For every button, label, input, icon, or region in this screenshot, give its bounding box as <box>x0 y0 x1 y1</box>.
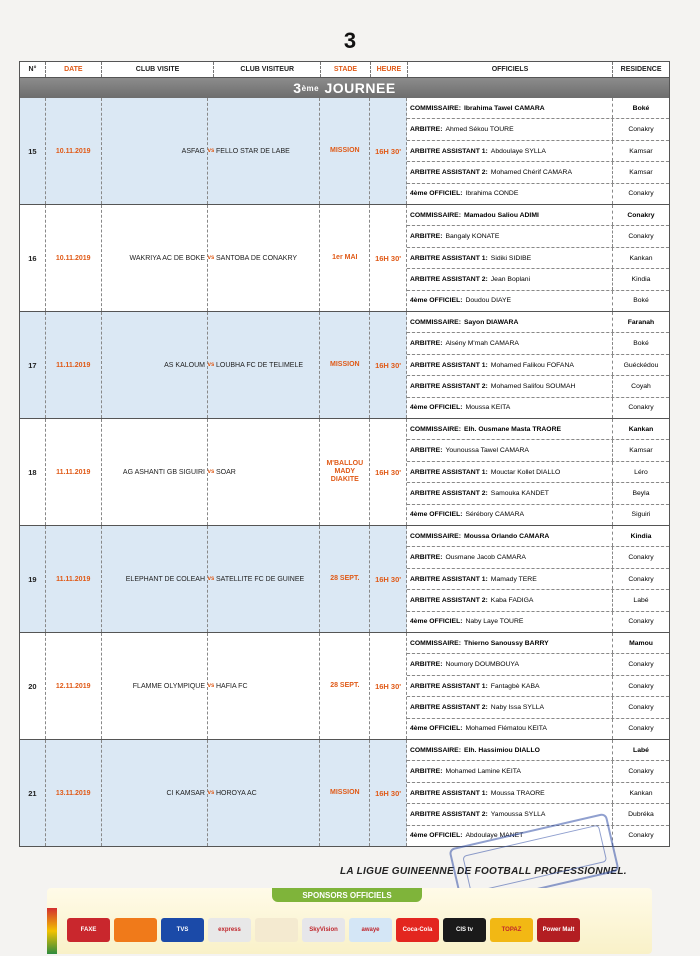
official-role: COMMISSAIRE: <box>409 318 461 326</box>
official-role: ARBITRE ASSISTANT 2: <box>409 382 488 390</box>
official-name: Sérébory CAMARA <box>465 511 525 519</box>
stadium: MISSION <box>320 312 370 418</box>
official-role: ARBITRE ASSISTANT 2: <box>409 489 488 497</box>
stadium: 1er MAI <box>320 205 370 311</box>
official-role-name <box>407 141 613 161</box>
official-role: ARBITRE ASSISTANT 1: <box>409 789 488 797</box>
stadium: M'BALLOU MADY DIAKITE <box>320 419 370 525</box>
sponsor-logo: Coca-Cola <box>396 918 439 942</box>
official-row <box>407 184 669 204</box>
home-club: FLAMME OLYMPIQUE <box>102 633 208 739</box>
official-row <box>407 205 669 226</box>
kickoff-time: 16H 30' <box>370 312 407 418</box>
official-row <box>407 162 669 183</box>
official-role-name <box>407 355 613 375</box>
official-residence: Léro <box>613 462 669 482</box>
match-number: 18 <box>20 419 46 525</box>
match-number: 15 <box>20 98 46 204</box>
official-residence: Conakry <box>613 226 669 246</box>
sponsor-logo: Power Malt <box>537 918 580 942</box>
official-residence: Kankan <box>613 783 669 803</box>
official-role-name <box>407 654 613 674</box>
official-name: Mohamed Lamine KEITA <box>445 768 521 776</box>
official-role: COMMISSAIRE: <box>409 746 461 754</box>
official-row <box>407 654 669 675</box>
sponsor-logo: awaye <box>349 918 392 942</box>
official-residence: Conakry <box>613 676 669 696</box>
match-row <box>19 526 670 633</box>
vs-label: vs <box>208 98 214 204</box>
header-officiels: OFFICIELS <box>408 62 613 77</box>
match-row <box>19 419 670 526</box>
officials-list <box>407 633 669 739</box>
official-role: ARBITRE: <box>409 340 443 348</box>
official-role: 4ème OFFICIEL: <box>409 404 463 412</box>
official-role-name <box>407 783 613 803</box>
official-role: ARBITRE: <box>409 661 443 669</box>
vs-label: vs <box>208 312 214 418</box>
sponsor-logo <box>114 918 157 942</box>
table-header <box>19 61 670 78</box>
official-residence: Guéckédou <box>613 355 669 375</box>
match-row <box>19 205 670 312</box>
kickoff-time: 16H 30' <box>370 98 407 204</box>
home-club: ASFAG <box>102 98 208 204</box>
official-name: Mohamed Falikou FOFANA <box>490 361 574 369</box>
official-name: Jean Boplani <box>490 275 531 283</box>
official-role: ARBITRE: <box>409 768 443 776</box>
official-role: 4ème OFFICIEL: <box>409 297 463 305</box>
official-role: ARBITRE ASSISTANT 1: <box>409 361 488 369</box>
away-club: FELLO STAR DE LABE <box>214 98 320 204</box>
official-role: ARBITRE ASSISTANT 1: <box>409 575 488 583</box>
vs-label: vs <box>208 633 214 739</box>
vs-label: vs <box>208 205 214 311</box>
official-name: Kaba FADIGA <box>490 596 534 604</box>
sponsor-logo <box>255 918 298 942</box>
official-row <box>407 376 669 397</box>
sponsor-logo: express <box>208 918 251 942</box>
official-row <box>407 547 669 568</box>
official-row <box>407 569 669 590</box>
official-role-name <box>407 119 613 139</box>
official-role-name <box>407 184 613 204</box>
kickoff-time: 16H 30' <box>370 740 407 846</box>
kickoff-time: 16H 30' <box>370 419 407 525</box>
official-name: Moussa KEITA <box>465 404 511 412</box>
match-date: 11.11.2019 <box>46 526 102 632</box>
official-role: COMMISSAIRE: <box>409 532 461 540</box>
official-row <box>407 483 669 504</box>
official-name: Mohamed Salifou SOUMAH <box>490 382 576 390</box>
header-no: N° <box>20 62 46 77</box>
official-role: COMMISSAIRE: <box>409 211 461 219</box>
official-row <box>407 226 669 247</box>
official-row <box>407 633 669 654</box>
official-role-name <box>407 226 613 246</box>
official-residence: Coyah <box>613 376 669 396</box>
league-footer: LA LIGUE GUINEENNE DE FOOTBALL PROFESSIONNEL. <box>340 866 627 877</box>
official-role-name <box>407 162 613 182</box>
match-row <box>19 98 670 205</box>
journee-sup: ème <box>301 83 320 93</box>
page-number: 3 <box>343 28 357 53</box>
official-role-name <box>407 569 613 589</box>
official-role-name <box>407 398 613 418</box>
match-date: 11.11.2019 <box>46 419 102 525</box>
official-role: ARBITRE ASSISTANT 1: <box>409 147 488 155</box>
journee-number: 3 <box>293 80 302 96</box>
kickoff-time: 16H 30' <box>370 526 407 632</box>
officials-list <box>407 419 669 525</box>
official-row <box>407 419 669 440</box>
sponsor-logo: TOPAZ <box>490 918 533 942</box>
official-role-name <box>407 740 613 760</box>
official-residence: Conakry <box>613 119 669 139</box>
match-date: 11.11.2019 <box>46 312 102 418</box>
official-role-name <box>407 483 613 503</box>
match-date: 10.11.2019 <box>46 205 102 311</box>
official-residence: Conakry <box>613 184 669 204</box>
officials-list <box>407 526 669 632</box>
official-name: Bangaly KONATE <box>445 233 500 241</box>
official-row <box>407 740 669 761</box>
official-role-name <box>407 462 613 482</box>
official-role: COMMISSAIRE: <box>409 104 461 112</box>
official-name: Mamadou Saliou ADIMI <box>463 211 539 219</box>
away-club: HOROYA AC <box>214 740 320 846</box>
official-residence: Siguiri <box>613 505 669 525</box>
official-name: Mohamed Chérif CAMARA <box>490 168 572 176</box>
match-date: 10.11.2019 <box>46 98 102 204</box>
match-number: 20 <box>20 633 46 739</box>
home-club: CI KAMSAR <box>102 740 208 846</box>
official-role: 4ème OFFICIEL: <box>409 832 463 840</box>
official-row <box>407 783 669 804</box>
official-row <box>407 355 669 376</box>
official-name: Ibrahima Tawel CAMARA <box>463 104 545 112</box>
official-residence: Kamsar <box>613 141 669 161</box>
official-residence: Conakry <box>613 547 669 567</box>
official-role: ARBITRE ASSISTANT 2: <box>409 168 488 176</box>
official-role: ARBITRE ASSISTANT 1: <box>409 468 488 476</box>
official-role: ARBITRE ASSISTANT 2: <box>409 703 488 711</box>
official-row <box>407 676 669 697</box>
official-role: ARBITRE ASSISTANT 2: <box>409 275 488 283</box>
header-club-visiteur: CLUB VISITEUR <box>214 62 321 77</box>
official-role: COMMISSAIRE: <box>409 425 461 433</box>
vs-label: vs <box>208 419 214 525</box>
official-role-name <box>407 419 613 439</box>
official-role-name <box>407 676 613 696</box>
official-residence: Conakry <box>613 398 669 418</box>
official-residence: Labé <box>613 740 669 760</box>
official-role-name <box>407 761 613 781</box>
official-name: Naby Issa SYLLA <box>490 703 545 711</box>
home-club: WAKRIYA AC DE BOKE <box>102 205 208 311</box>
official-residence: Conakry <box>613 761 669 781</box>
official-role: ARBITRE ASSISTANT 1: <box>409 254 488 262</box>
official-role: ARBITRE ASSISTANT 1: <box>409 682 488 690</box>
official-residence: Conakry <box>613 654 669 674</box>
away-club: SANTOBA DE CONAKRY <box>214 205 320 311</box>
official-residence: Boké <box>613 291 669 311</box>
official-name: Alsény M'mah CAMARA <box>445 340 519 348</box>
official-name: Elh. Hassimiou DIALLO <box>463 746 540 754</box>
official-residence: Conakry <box>613 697 669 717</box>
kickoff-time: 16H 30' <box>370 205 407 311</box>
official-role-name <box>407 376 613 396</box>
match-date: 13.11.2019 <box>46 740 102 846</box>
header-residence: RESIDENCE <box>620 66 662 73</box>
official-name: Ibrahima CONDE <box>465 190 519 198</box>
sponsor-logo: SkyVision <box>302 918 345 942</box>
sponsors-banner <box>47 888 652 954</box>
official-residence: Kindia <box>613 269 669 289</box>
official-role-name <box>407 505 613 525</box>
match-number: 19 <box>20 526 46 632</box>
official-residence: Dubréka <box>613 804 669 824</box>
sponsor-logos <box>67 918 580 942</box>
official-role: 4ème OFFICIEL: <box>409 725 463 733</box>
official-role: 4ème OFFICIEL: <box>409 511 463 519</box>
flag-stripe <box>47 908 57 954</box>
official-role: ARBITRE ASSISTANT 2: <box>409 810 488 818</box>
official-row <box>407 291 669 311</box>
away-club: HAFIA FC <box>214 633 320 739</box>
official-row <box>407 697 669 718</box>
official-residence: Boké <box>613 333 669 353</box>
sponsors-title: SPONSORS OFFICIELS <box>272 888 422 902</box>
journee-banner <box>19 78 670 98</box>
stadium: 28 SEPT. <box>320 526 370 632</box>
sponsor-logo: CIS tv <box>443 918 486 942</box>
official-role: 4ème OFFICIEL: <box>409 618 463 626</box>
official-role: COMMISSAIRE: <box>409 639 461 647</box>
match-row <box>19 312 670 419</box>
official-row <box>407 719 669 739</box>
official-role-name <box>407 248 613 268</box>
official-residence: Labé <box>613 590 669 610</box>
officials-list <box>407 312 669 418</box>
away-club: SOAR <box>214 419 320 525</box>
official-role: ARBITRE: <box>409 554 443 562</box>
official-name: Mamady TERE <box>490 575 537 583</box>
official-row <box>407 248 669 269</box>
official-row <box>407 398 669 418</box>
official-role-name <box>407 291 613 311</box>
official-role: ARBITRE: <box>409 447 443 455</box>
official-row <box>407 98 669 119</box>
official-role-name <box>407 312 613 332</box>
home-club: AG ASHANTI GB SIGUIRI <box>102 419 208 525</box>
official-role-name <box>407 205 613 225</box>
match-row <box>19 633 670 740</box>
official-name: Yamoussa SYLLA <box>490 810 546 818</box>
journee-label: JOURNEE <box>324 80 396 96</box>
official-name: Mouctar Kollet DIALLO <box>490 468 561 476</box>
official-residence: Kankan <box>613 419 669 439</box>
match-number: 16 <box>20 205 46 311</box>
official-row <box>407 462 669 483</box>
official-name: Abdoulaye SYLLA <box>490 147 546 155</box>
kickoff-time: 16H 30' <box>370 633 407 739</box>
official-name: Abdoulaye MANET <box>465 832 524 840</box>
official-residence: Faranah <box>613 312 669 332</box>
official-residence: Kankan <box>613 248 669 268</box>
official-row <box>407 526 669 547</box>
header-heure: HEURE <box>371 62 408 77</box>
official-row <box>407 141 669 162</box>
official-role-name <box>407 719 613 739</box>
vs-label: vs <box>208 740 214 846</box>
official-row <box>407 761 669 782</box>
away-club: LOUBHA FC DE TELIMELE <box>214 312 320 418</box>
official-residence: Kamsar <box>613 440 669 460</box>
official-name: Samouka KANDET <box>490 489 549 497</box>
official-residence: Conakry <box>613 612 669 632</box>
official-residence: Mamou <box>613 633 669 653</box>
sponsor-logo: FAXE <box>67 918 110 942</box>
home-club: ELEPHANT DE COLEAH <box>102 526 208 632</box>
official-row <box>407 312 669 333</box>
official-residence: Conakry <box>613 826 669 846</box>
away-club: SATELLITE FC DE GUINEE <box>214 526 320 632</box>
official-name: Moussa TRAORE <box>490 789 545 797</box>
official-residence: Conakry <box>613 205 669 225</box>
official-role-name <box>407 697 613 717</box>
official-name: Sayon DIAWARA <box>463 318 519 326</box>
official-row <box>407 269 669 290</box>
official-role: ARBITRE ASSISTANT 2: <box>409 596 488 604</box>
official-residence: Conakry <box>613 719 669 739</box>
official-residence: Beyla <box>613 483 669 503</box>
official-name: Sidiki SIDIBE <box>490 254 532 262</box>
official-role-name <box>407 440 613 460</box>
vs-label: vs <box>208 526 214 632</box>
match-list <box>19 98 670 847</box>
official-row <box>407 612 669 632</box>
official-role-name <box>407 612 613 632</box>
official-name: Elh. Ousmane Masta TRAORE <box>463 425 562 433</box>
header-club-visite: CLUB VISITE <box>102 62 215 77</box>
official-role-name <box>407 547 613 567</box>
official-row <box>407 590 669 611</box>
official-role-name <box>407 333 613 353</box>
official-name: Ahmed Sékou TOURE <box>445 126 514 134</box>
officials-list <box>407 98 669 204</box>
official-name: Moussa Orlando CAMARA <box>463 532 550 540</box>
header-stade: STADE <box>321 62 371 77</box>
official-residence: Kamsar <box>613 162 669 182</box>
official-role-name <box>407 590 613 610</box>
official-role: ARBITRE: <box>409 233 443 241</box>
official-residence: Conakry <box>613 569 669 589</box>
official-role-name <box>407 633 613 653</box>
official-name: Mohamed Flématou KEITA <box>465 725 547 733</box>
official-role-name <box>407 98 613 118</box>
official-residence: Kindia <box>613 526 669 546</box>
match-number: 21 <box>20 740 46 846</box>
official-name: Fantagbè KABA <box>490 682 540 690</box>
official-row <box>407 119 669 140</box>
official-name: Thierno Sanoussy BARRY <box>463 639 549 647</box>
official-row <box>407 505 669 525</box>
official-row <box>407 440 669 461</box>
official-row <box>407 804 669 825</box>
official-name: Doudou DIAYE <box>465 297 512 305</box>
official-role: 4ème OFFICIEL: <box>409 190 463 198</box>
official-name: Ousmane Jacob CAMARA <box>445 554 526 562</box>
schedule-table <box>19 61 670 847</box>
stadium: MISSION <box>320 98 370 204</box>
official-role-name <box>407 526 613 546</box>
sponsor-logo: TVS <box>161 918 204 942</box>
match-number: 17 <box>20 312 46 418</box>
official-name: Naby Laye TOURE <box>465 618 524 626</box>
stadium: MISSION <box>320 740 370 846</box>
official-name: Younoussa Tawel CAMARA <box>445 447 529 455</box>
official-role: ARBITRE: <box>409 126 443 134</box>
home-club: AS KALOUM <box>102 312 208 418</box>
official-row <box>407 333 669 354</box>
match-date: 12.11.2019 <box>46 633 102 739</box>
officials-list <box>407 205 669 311</box>
header-date: DATE <box>46 62 102 77</box>
official-role-name <box>407 269 613 289</box>
official-residence: Boké <box>613 98 669 118</box>
official-name: Noumory DOUMBOUYA <box>445 661 519 669</box>
stadium: 28 SEPT. <box>320 633 370 739</box>
